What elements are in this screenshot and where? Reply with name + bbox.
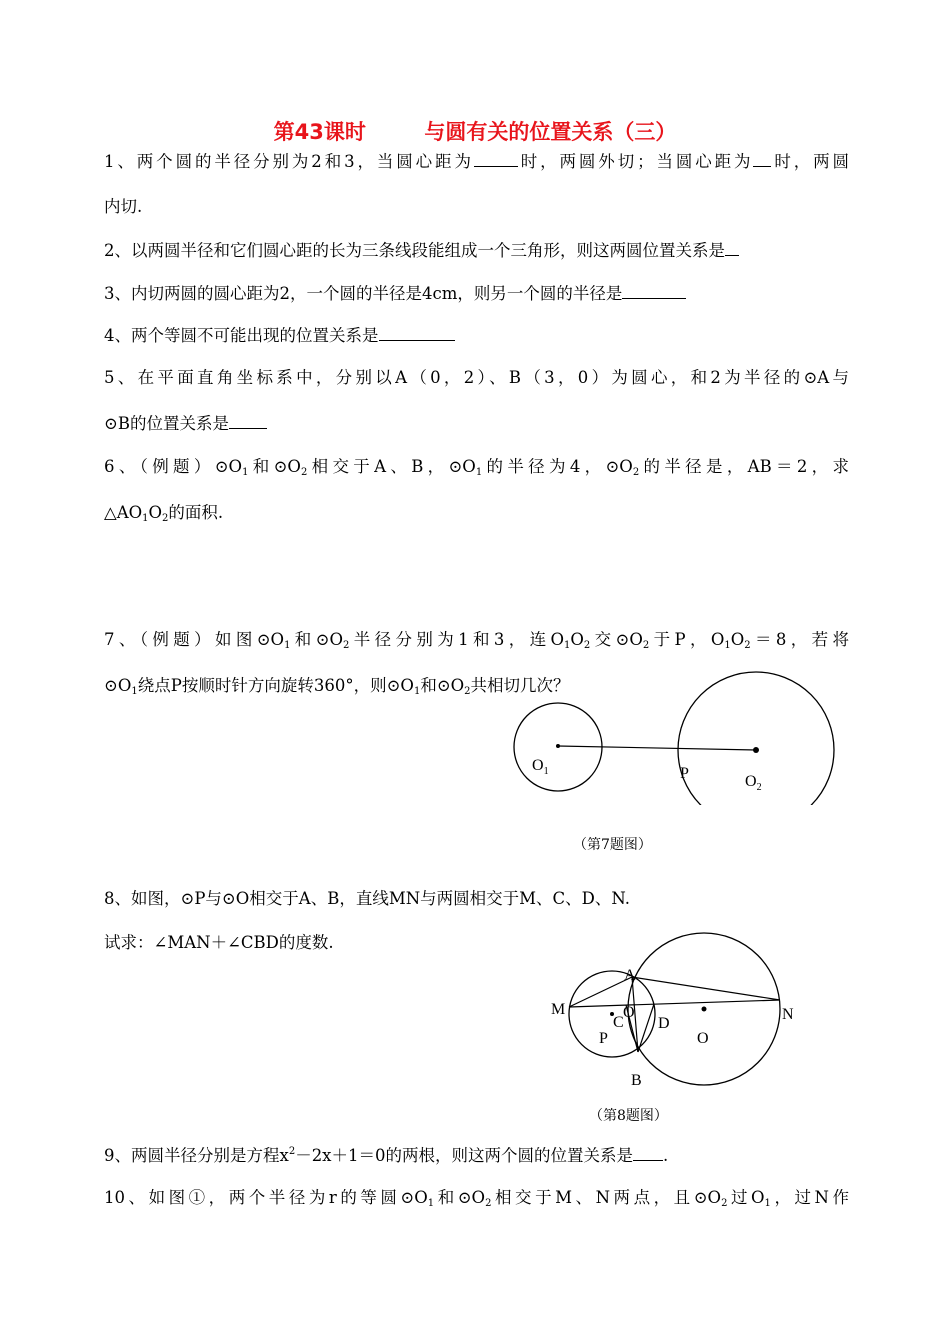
answer-blank[interactable] — [753, 151, 771, 167]
page-title: 第43课时 与圆有关的位置关系（三） — [273, 120, 677, 144]
question-1-line-2: 内切. — [104, 197, 143, 216]
center-o2-dot — [753, 747, 759, 753]
answer-blank[interactable] — [622, 283, 686, 299]
label-m: M — [551, 1001, 566, 1018]
figure-8-diagram — [540, 925, 810, 1095]
question-7-line-2: $⊙O_1$绕点P按顺时针方向旋转360°，则$⊙O_1$和$⊙O_2$共相切几次？ — [104, 676, 570, 697]
question-3: 3、内切两圆的圆心距为2，一个圆的半径是4cm，则另一个圆的半径是 — [104, 283, 849, 304]
label-p: P — [680, 765, 689, 782]
label-o1: $O_1$ — [532, 757, 549, 777]
question-9: 9、两圆半径分别是方程$x^2-2x+1=0$的两根，则这两个圆的位置关系是 . — [104, 1146, 669, 1165]
center-o1-dot — [556, 744, 560, 748]
answer-blank[interactable] — [725, 240, 739, 256]
segment-o1-o2 — [558, 746, 756, 750]
label-a: A — [624, 967, 636, 984]
figure-7-diagram — [500, 665, 850, 805]
segment-db — [638, 1004, 654, 1052]
segment-an — [632, 977, 780, 1000]
label-n: N — [782, 1006, 794, 1023]
line-mn — [569, 1000, 780, 1007]
label-d: D — [658, 1015, 670, 1032]
question-2: 2、以两圆半径和它们圆心距的长为三条线段能组成一个三角形，则这两圆位置关系是 — [104, 240, 849, 261]
answer-blank[interactable] — [633, 1145, 663, 1161]
question-1-line-1: 1、两个圆的半径分别为2和3，当圆心距为 时，两圆外切；当圆心距为 时，两圆 — [104, 152, 850, 171]
question-8-line-2: 试求：∠MAN＋∠CBD的度数. — [104, 933, 334, 952]
question-4: 4、两个等圆不可能出现的位置关系是 — [104, 325, 849, 346]
question-8-line-1: 8、如图，⊙P与⊙O相交于A、B，直线MN与两圆相交于M、C、D、N. — [104, 889, 631, 908]
answer-blank[interactable] — [379, 325, 455, 341]
label-b: B — [631, 1072, 642, 1089]
figure-7-caption: （第7题图） — [573, 837, 652, 853]
label-o: O — [697, 1030, 709, 1047]
question-6-line-2: $\triangle AO_1O_2$的面积. — [104, 503, 224, 524]
center-o-dot — [702, 1007, 707, 1012]
label-o-inner: O — [623, 1004, 635, 1021]
question-5-line-2: ⊙B的位置关系是 — [104, 413, 849, 434]
answer-blank[interactable] — [229, 413, 267, 429]
label-c: C — [613, 1014, 624, 1031]
question-6-line-1: 6、（例题）$⊙O_1$和$⊙O_2$相交于A、B，$⊙O_1$的半径为4，$⊙O_2$的半径是，AB＝2，求 — [104, 457, 849, 478]
label-o2: $O_2$ — [745, 773, 762, 793]
question-5-line-1: 5、在平面直角坐标系中，分别以A（0，2）、B（3，0）为圆心，和2为半径的⊙A与 — [104, 368, 849, 387]
label-p: P — [599, 1030, 608, 1047]
figure-8-caption: （第8题图） — [589, 1108, 668, 1124]
question-7-line-1: 7、（例题）如图$⊙O_1$和$⊙O_2$半径分别为1和3，连$O_1O_2$交$⊙O_2$于P，$O_1O_2=8$，若将 — [104, 630, 849, 651]
answer-blank[interactable] — [474, 151, 518, 167]
segment-ma — [569, 977, 632, 1007]
question-10-line-1: 10、如图①，两个半径为r的等圆$⊙O_1$和$⊙O_2$相交于M、N两点，且$⊙O_2$过$O_1$，过N作 — [104, 1188, 850, 1209]
